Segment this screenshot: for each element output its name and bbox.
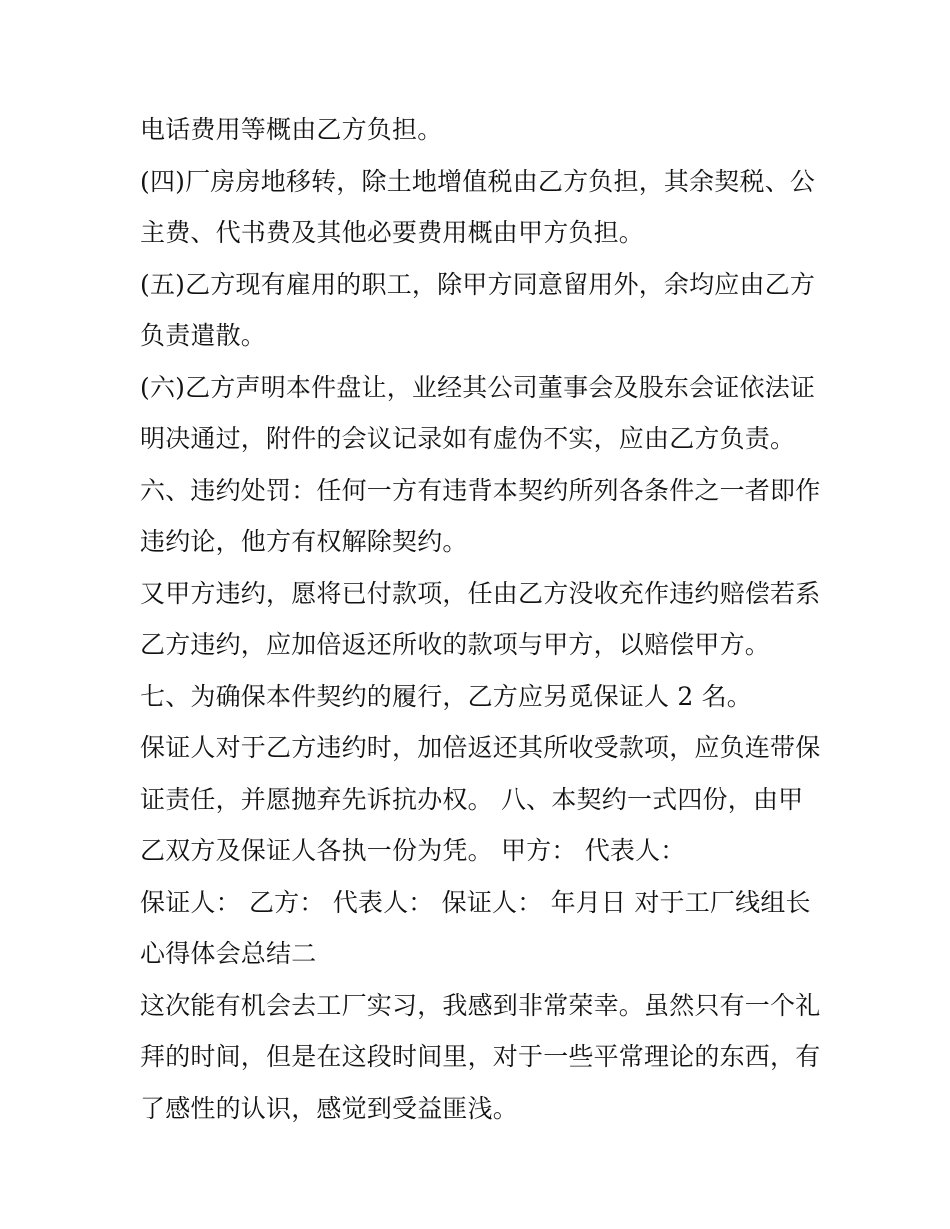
text-line: 保证人对于乙方违约时，加倍返还其所收受款项，应负连带保 [140, 733, 821, 762]
text-line: 保证人： 乙方： 代表人： 保证人： 年月日 对于工厂线组长 [140, 887, 811, 917]
section-heading: 心得体会总结二 [140, 939, 317, 968]
text-line: (六)乙方声明本件盘让，业经其公司董事会及股东会证依法证 [140, 372, 816, 402]
text-line: 乙双方及保证人各执一份为凭。 甲方： 代表人： [140, 836, 686, 865]
text-line: (五)乙方现有雇用的职工，除甲方同意留用外，余均应由乙方 [140, 269, 816, 299]
text-line: 七、为确保本件契约的履行，乙方应另觅保证人 2 名。 [140, 681, 753, 711]
document-body [140, 104, 820, 1134]
text-line: 明决通过，附件的会议记录如有虚伪不实，应由乙方负责。 [140, 424, 796, 453]
text-line: 证责任，并愿抛弃先诉抗办权。 八、本契约一式四份，由甲 [140, 784, 804, 814]
text-line: 负责遣散。 [140, 321, 267, 350]
text-line: 违约论，他方有权解除契约。 [140, 527, 468, 556]
text-line: 这次能有机会去工厂实习，我感到非常荣幸。虽然只有一个礼 [140, 990, 821, 1020]
text-line: 主费、代书费及其他必要费用概由甲方负担。 [140, 218, 645, 247]
text-line: 电话费用等概由乙方负担。 [140, 115, 443, 144]
text-line: 拜的时间，但是在这段时间里，对于一些平常理论的东西，有 [140, 1042, 821, 1071]
text-line: (四)厂房房地移转，除土地增值税由乙方负担，其余契税、公 [140, 166, 816, 196]
text-line: 又甲方违约，愿将已付款项，任由乙方没收充作违约赔偿若系 [140, 578, 821, 608]
text-line: 乙方违约，应加倍返还所收的款项与甲方，以赔偿甲方。 [140, 630, 771, 659]
text-line: 了感性的认识，感觉到受益匪浅。 [140, 1093, 519, 1123]
text-line: 六、违约处罚：任何一方有违背本契约所列各条件之一者即作 [140, 475, 821, 505]
